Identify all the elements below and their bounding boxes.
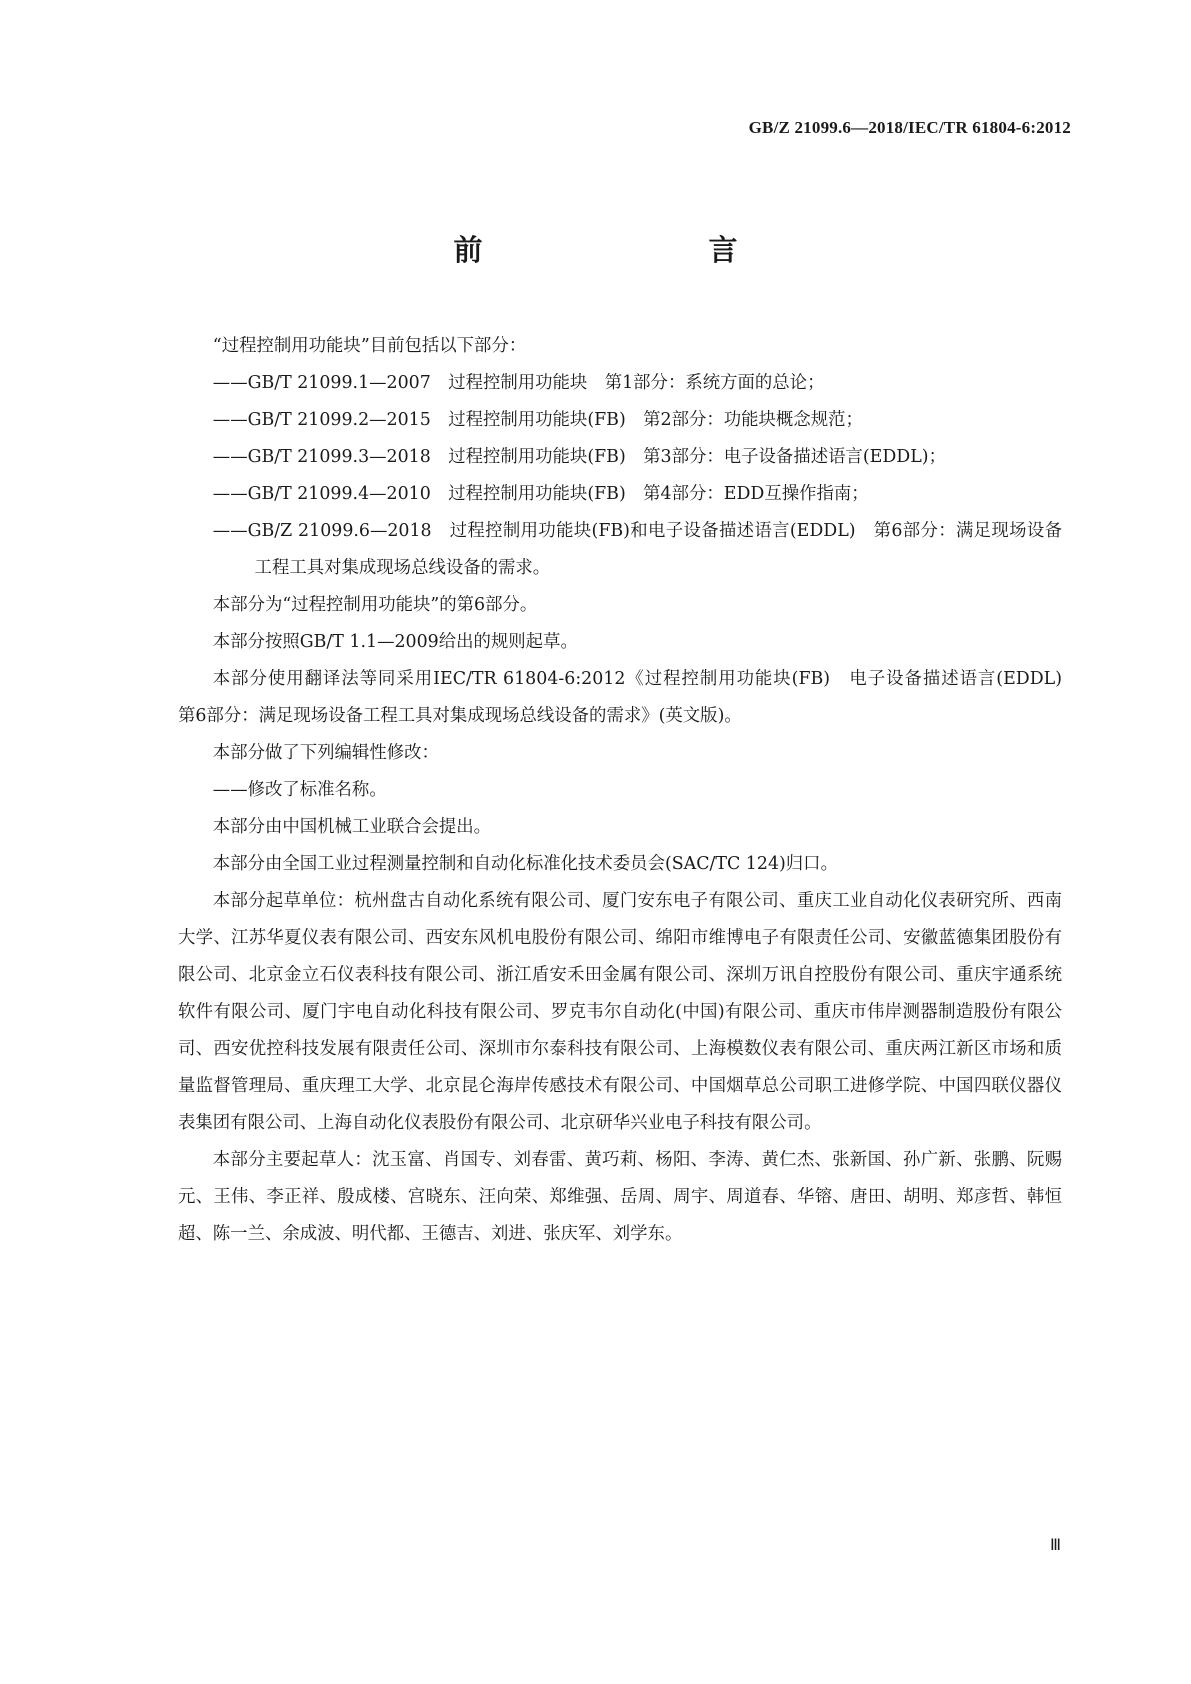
foreword-body xyxy=(178,328,1080,1253)
document-code: GB/Z 21099.6—2018/IEC/TR 61804-6:2012 xyxy=(748,118,1071,137)
page-number: Ⅲ xyxy=(1049,1537,1061,1554)
part-list-item: ——GB/T 21099.1—2007 过程控制用功能块 第1部分：系统方面的总论； xyxy=(212,373,825,393)
part-list-item: ——GB/T 21099.2—2015 过程控制用功能块(FB) 第2部分：功能块概念规范； xyxy=(212,410,863,430)
part-list-item: ——GB/T 21099.4—2010 过程控制用功能块(FB) 第4部分：EDD互操作指南； xyxy=(212,484,869,504)
part-list-item: ——GB/Z 21099.6—2018 过程控制用功能块(FB)和电子设备描述语言(EDDL) 第6部分：满足现场设备工程工具对集成现场总线设备的需求。 xyxy=(212,521,1062,578)
paragraph-drafting-units: 本部分起草单位：杭州盘古自动化系统有限公司、厦门安东电子有限公司、重庆工业自动化仪表研究所、西南大学、江苏华夏仪表有限公司、西安东风机电股份有限公司、绵阳市维博电子有限责任公司、安徽蓝德集团股份有限公司、北京金立石仪表科技有限公司、浙江盾安禾田金属有限公司、深圳万讯自控股份有限公司、重庆宇通系统软件有限公司、厦门宇电自动化科技有限公司、罗克韦尔自动化(中国)有限公司、重庆市伟岸测器制造股份有限公司、西安优控科技发展有限责任公司、深圳市尔泰科技有限公司、上海模数仪表有限公司、重庆两江新区市场和质量监督管理局、重庆理工大学、北京昆仑海岸传感技术有限公司、中国烟草总公司职工进修学院、中国四联仪器仪表集团有限公司、上海自动化仪表股份有限公司、北京研华兴业电子科技有限公司。 xyxy=(178,891,1062,1133)
paragraph-proposer: 本部分由中国机械工业联合会提出。 xyxy=(212,817,492,837)
editorial-change-item: ——修改了标准名称。 xyxy=(212,780,387,800)
intro-paragraph: “过程控制用功能块”目前包括以下部分： xyxy=(212,336,527,356)
paragraph-drafters: 本部分主要起草人：沈玉富、肖国专、刘春雷、黄巧莉、杨阳、李涛、黄仁杰、张新国、孙广新、张鹏、阮赐元、王伟、李正祥、殷成楼、宫晓东、汪向荣、郑维强、岳周、周宇、周道春、华镕、唐田、胡明、郑彦哲、韩恒超、陈一兰、余成波、明代都、王德吉、刘进、张庆军、刘学东。 xyxy=(178,1150,1062,1244)
paragraph-part-number: 本部分为“过程控制用功能块”的第6部分。 xyxy=(212,595,538,615)
paragraph-drafting-rules: 本部分按照GB/T 1.1—2009给出的规则起草。 xyxy=(212,632,578,652)
paragraph-editorial-changes: 本部分做了下列编辑性修改： xyxy=(212,743,439,763)
part-list-item: ——GB/T 21099.3—2018 过程控制用功能块(FB) 第3部分：电子设备描述语言(EDDL)； xyxy=(212,447,946,467)
page-title: 前 言 xyxy=(453,233,794,267)
paragraph-adoption: 本部分使用翻译法等同采用IEC/TR 61804-6:2012《过程控制用功能块(FB) 电子设备描述语言(EDDL) 第6部分：满足现场设备工程工具对集成现场总线设备的需求》(英文版)。 xyxy=(178,669,1080,726)
paragraph-centralized: 本部分由全国工业过程测量控制和自动化标准化技术委员会(SAC/TC 124)归口。 xyxy=(212,854,838,874)
